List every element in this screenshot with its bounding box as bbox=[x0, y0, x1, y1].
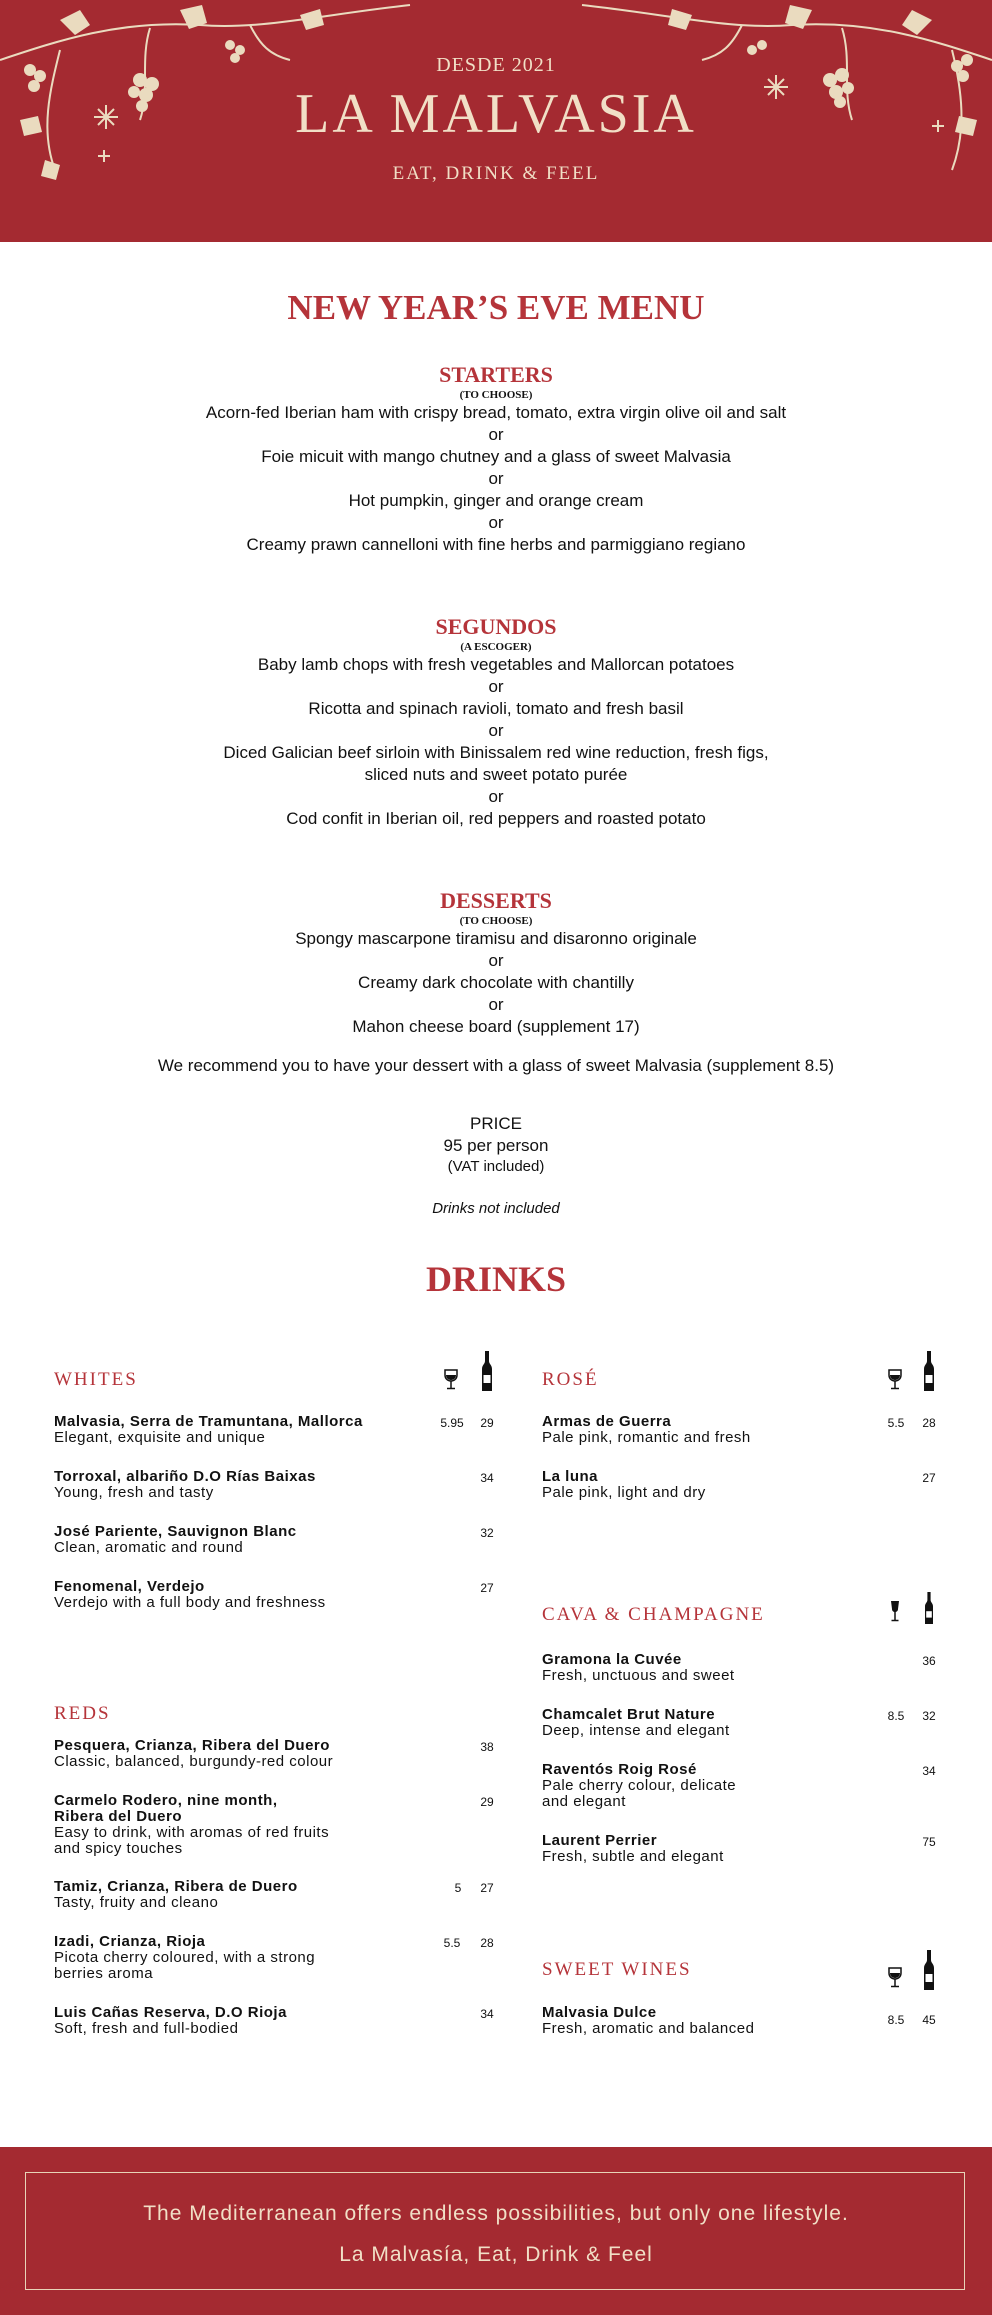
wine-description: Fresh, aromatic and balanced bbox=[542, 2020, 755, 2037]
bottle-price: 32 bbox=[922, 1709, 936, 1723]
course-line: Creamy prawn cannelloni with fine herbs and parmiggiano regiano bbox=[246, 535, 746, 554]
wine-item bbox=[54, 1738, 333, 1770]
since-label: DESDE 2021 bbox=[436, 54, 556, 76]
glass-price: 5.95 bbox=[440, 1416, 464, 1430]
course-line: or bbox=[488, 721, 504, 740]
wine-name: Carmelo Rodero, nine month, bbox=[54, 1792, 278, 1809]
bottle-price: 29 bbox=[480, 1795, 494, 1809]
footer-frame bbox=[25, 2172, 965, 2290]
footer-slogan: The Mediterranean offers endless possibilities, but only one lifestyle. bbox=[143, 2202, 849, 2225]
course-line: Spongy mascarpone tiramisu and disaronno originale bbox=[295, 929, 697, 948]
category-heading-reds: REDS bbox=[54, 1703, 111, 1724]
wine-name: Malvasia, Serra de Tramuntana, Mallorca bbox=[54, 1413, 363, 1430]
wine-item bbox=[542, 1652, 735, 1684]
wine-description: Fresh, unctuous and sweet bbox=[542, 1667, 735, 1684]
dessert-recommendation: We recommend you to have your dessert with a glass of sweet Malvasia (supplement 8.5) bbox=[157, 1056, 835, 1075]
wine-item bbox=[54, 1934, 315, 1982]
glass-price: 5.5 bbox=[443, 1936, 461, 1950]
course-line: Acorn-fed Iberian ham with crispy bread, tomato, extra virgin olive oil and salt bbox=[205, 403, 787, 422]
wine-description: berries aroma bbox=[54, 1965, 154, 1982]
wine-glass-icon bbox=[887, 1368, 903, 1390]
wine-name: José Pariente, Sauvignon Blanc bbox=[54, 1523, 297, 1540]
course-line: Baby lamb chops with fresh vegetables and Mallorcan potatoes bbox=[257, 655, 735, 674]
wine-name: Pesquera, Crianza, Ribera del Duero bbox=[54, 1737, 330, 1754]
wine-item bbox=[54, 1793, 329, 1857]
wine-item bbox=[542, 1833, 724, 1865]
category-heading-cava: CAVA & CHAMPAGNE bbox=[542, 1604, 765, 1625]
category-heading-whites: WHITES bbox=[54, 1369, 138, 1390]
bottle-price: 27 bbox=[922, 1471, 936, 1485]
tagline: EAT, DRINK & FEEL bbox=[392, 163, 600, 184]
segundos-section bbox=[0, 614, 992, 830]
drinks-title: DRINKS bbox=[425, 1259, 567, 1299]
wine-item bbox=[542, 1762, 736, 1810]
section-heading: DESSERTS bbox=[440, 888, 552, 913]
wine-name: Izadi, Crianza, Rioja bbox=[54, 1933, 206, 1950]
wine-description: Young, fresh and tasty bbox=[54, 1484, 214, 1501]
wine-description: Easy to drink, with aromas of red fruits bbox=[54, 1824, 330, 1841]
course-line: Foie micuit with mango chutney and a glass of sweet Malvasia bbox=[261, 447, 731, 466]
wine-description: Elegant, exquisite and unique bbox=[54, 1429, 266, 1446]
course-line: or bbox=[488, 513, 504, 532]
bottle-price: 38 bbox=[480, 1740, 494, 1754]
wine-description: and spicy touches bbox=[54, 1840, 183, 1857]
bottle-price: 45 bbox=[922, 2013, 936, 2027]
wine-item bbox=[54, 1579, 326, 1611]
course-line: Cod confit in Iberian oil, red peppers and roasted potato bbox=[286, 809, 706, 828]
course-line: Hot pumpkin, ginger and orange cream bbox=[348, 491, 644, 510]
wine-name: Luis Cañas Reserva, D.O Rioja bbox=[54, 2004, 287, 2021]
wine-description: and elegant bbox=[542, 1793, 626, 1810]
bottle-price: 34 bbox=[480, 1471, 494, 1485]
course-options bbox=[0, 928, 992, 1038]
wine-item bbox=[54, 2005, 287, 2037]
price-amount: 95 per person bbox=[443, 1136, 549, 1155]
wine-item bbox=[54, 1469, 316, 1501]
course-line: or bbox=[488, 469, 504, 488]
wine-name: Torroxal, albariño D.O Rías Baixas bbox=[54, 1468, 316, 1485]
wine-item bbox=[542, 2005, 754, 2037]
course-line: Diced Galician beef sirloin with Binissalem red wine reduction, fresh figs, bbox=[223, 743, 769, 762]
wine-description: Tasty, fruity and cleano bbox=[54, 1894, 219, 1911]
bottle-price: 28 bbox=[480, 1936, 494, 1950]
vat-note: (VAT included) bbox=[447, 1158, 545, 1175]
bottle-price: 34 bbox=[922, 1764, 936, 1778]
wine-item bbox=[54, 1524, 297, 1556]
wine-glass-icon bbox=[443, 1368, 459, 1390]
course-line: or bbox=[488, 787, 504, 806]
section-heading: SEGUNDOS bbox=[435, 614, 557, 639]
footer-banner bbox=[0, 2147, 992, 2315]
wine-name: Raventós Roig Rosé bbox=[542, 1761, 697, 1778]
wine-description: Pale cherry colour, delicate bbox=[542, 1777, 737, 1794]
course-line: sliced nuts and sweet potato purée bbox=[364, 765, 628, 784]
footer-signature: La Malvasía, Eat, Drink & Feel bbox=[339, 2243, 653, 2266]
course-line: or bbox=[488, 995, 504, 1014]
course-options bbox=[0, 402, 992, 556]
wine-bottle-icon bbox=[923, 1950, 935, 1990]
wine-description: Classic, balanced, burgundy-red colour bbox=[54, 1753, 334, 1770]
champagne-glass-icon bbox=[889, 1600, 901, 1622]
wine-bottle-icon bbox=[923, 1351, 935, 1391]
wine-name: Armas de Guerra bbox=[542, 1413, 672, 1430]
bottle-price: 27 bbox=[480, 1581, 494, 1595]
wine-name: Malvasia Dulce bbox=[542, 2004, 657, 2021]
champagne-bottle-icon bbox=[923, 1592, 935, 1624]
wine-name: Chamcalet Brut Nature bbox=[542, 1706, 716, 1723]
section-subheading: (A ESCOGER) bbox=[460, 641, 532, 653]
bottle-price: 75 bbox=[922, 1835, 936, 1849]
course-line: Ricotta and spinach ravioli, tomato and fresh basil bbox=[308, 699, 684, 718]
wine-description: Soft, fresh and full-bodied bbox=[54, 2020, 239, 2037]
category-heading-rose: ROSÉ bbox=[542, 1369, 599, 1390]
wine-item bbox=[54, 1879, 298, 1911]
section-subheading: (TO CHOOSE) bbox=[459, 389, 533, 401]
wine-description: Deep, intense and elegant bbox=[542, 1722, 730, 1739]
wine-name: Gramona la Cuvée bbox=[542, 1651, 682, 1668]
wine-description: Fresh, subtle and elegant bbox=[542, 1848, 724, 1865]
course-line: or bbox=[488, 425, 504, 444]
wine-description: Pale pink, romantic and fresh bbox=[542, 1429, 751, 1446]
wine-name: Ribera del Duero bbox=[54, 1808, 183, 1825]
course-line: Creamy dark chocolate with chantilly bbox=[358, 973, 634, 992]
bottle-price: 36 bbox=[922, 1654, 936, 1668]
wine-description: Verdejo with a full body and freshness bbox=[54, 1594, 326, 1611]
wine-item bbox=[542, 1414, 751, 1446]
bottle-price: 29 bbox=[480, 1416, 494, 1430]
wine-glass-icon bbox=[887, 1966, 903, 1988]
starters-section bbox=[0, 362, 992, 556]
wine-name: Laurent Perrier bbox=[542, 1832, 658, 1849]
category-heading-sweet-wines: SWEET WINES bbox=[542, 1959, 692, 1980]
wine-item bbox=[542, 1469, 706, 1501]
wine-name: Fenomenal, Verdejo bbox=[54, 1578, 205, 1595]
wine-item bbox=[54, 1414, 363, 1446]
section-subheading: (TO CHOOSE) bbox=[459, 915, 533, 927]
bottle-price: 28 bbox=[922, 1416, 936, 1430]
glass-price: 8.5 bbox=[887, 1709, 905, 1723]
wine-description: Picota cherry coloured, with a strong bbox=[54, 1949, 316, 1966]
wine-item bbox=[542, 1707, 730, 1739]
glass-price: 5 bbox=[454, 1881, 462, 1895]
glass-price: 5.5 bbox=[887, 1416, 905, 1430]
menu-title: NEW YEAR’S EVE MENU bbox=[287, 288, 705, 327]
bottle-price: 27 bbox=[480, 1881, 494, 1895]
course-options bbox=[0, 654, 992, 830]
bottle-price: 32 bbox=[480, 1526, 494, 1540]
price-label: PRICE bbox=[470, 1114, 522, 1133]
glass-price: 8.5 bbox=[887, 2013, 905, 2027]
wine-name: La luna bbox=[542, 1468, 599, 1485]
drinks-note: Drinks not included bbox=[432, 1200, 560, 1217]
desserts-section bbox=[0, 888, 992, 1038]
section-heading: STARTERS bbox=[439, 362, 553, 387]
wine-name: Tamiz, Crianza, Ribera de Duero bbox=[54, 1878, 298, 1895]
course-line: or bbox=[488, 951, 504, 970]
wine-bottle-icon bbox=[481, 1351, 493, 1391]
restaurant-name: LA MALVASIA bbox=[295, 83, 697, 145]
wine-description: Clean, aromatic and round bbox=[54, 1539, 244, 1556]
course-line: or bbox=[488, 677, 504, 696]
course-line: Mahon cheese board (supplement 17) bbox=[352, 1017, 640, 1036]
wine-description: Pale pink, light and dry bbox=[542, 1484, 706, 1501]
header-banner bbox=[0, 0, 992, 242]
bottle-price: 34 bbox=[480, 2007, 494, 2021]
